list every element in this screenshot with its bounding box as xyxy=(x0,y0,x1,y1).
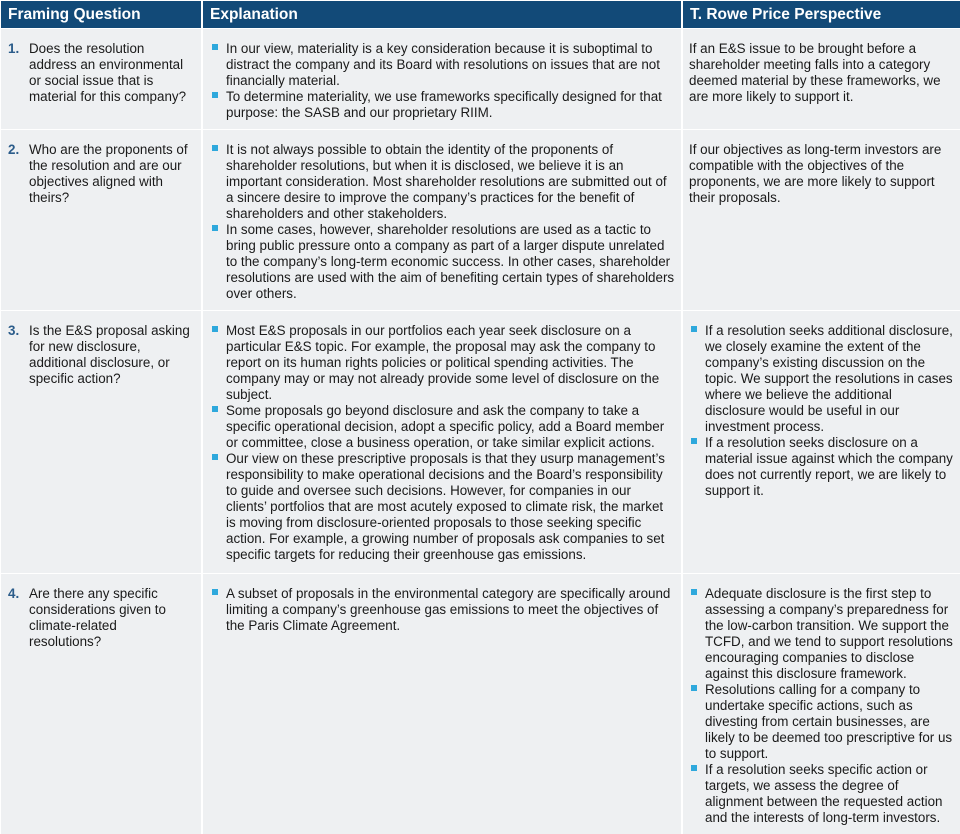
header-perspective: T. Rowe Price Perspective xyxy=(683,1,960,28)
bullet-item xyxy=(689,435,955,499)
row-3-question-cell xyxy=(1,311,201,573)
perspective-text: If an E&S issue to be brought before a shareholder meeting falls into a category deemed material by these frameworks, we are more likely to support it. xyxy=(689,41,941,104)
question-1 xyxy=(8,41,195,105)
square-bullet-icon xyxy=(691,438,697,444)
bullet-text: If a resolution seeks additional disclosure, we closely examine the extent of the company’s existing discussion on the topic. We support the resolutions in cases where we believe the additional disclosure would be useful in our investment process. xyxy=(705,323,953,434)
square-bullet-icon xyxy=(212,225,218,231)
question-text: Are there any specific considerations given to climate-related resolutions? xyxy=(29,586,166,649)
bullet-item xyxy=(210,403,675,451)
bullet-item xyxy=(210,142,675,222)
bullet-item xyxy=(210,586,675,634)
bullet-item xyxy=(689,586,955,682)
question-2 xyxy=(8,142,195,206)
explanation-list xyxy=(210,41,675,121)
bullet-text: Resolutions calling for a company to undertake specific actions, such as divesting from certain businesses, are likely to be deemed too prescriptive for us to support. xyxy=(705,682,953,761)
square-bullet-icon xyxy=(691,589,697,595)
row-3-perspective-cell xyxy=(683,311,960,573)
square-bullet-icon xyxy=(212,406,218,412)
bullet-text: Adequate disclosure is the first step to assessing a company’s preparedness for the low-carbon transition. We support the TCFD, and we tend to support resolutions encouraging companies to disclose against this disclosure framework. xyxy=(705,586,953,681)
bullet-text: In some cases, however, shareholder resolutions are used as a tactic to bring public pressure onto a company as part of a larger dispute unrelated to the company’s long-term economic success. In other cases, shareholder resolutions are used with the aim of benefiting certain types of shareholders over others. xyxy=(226,222,675,301)
bullet-item xyxy=(689,323,955,435)
header-explanation: Explanation xyxy=(203,1,681,28)
perspective-list xyxy=(689,323,955,499)
bullet-item xyxy=(210,89,675,121)
bullet-text: To determine materiality, we use frameworks specifically designed for that purpose: the SASB and our proprietary RIIM. xyxy=(226,89,662,120)
bullet-text: If a resolution seeks specific action or targets, we assess the degree of alignment between the requested action and the interests of long-term investors. xyxy=(705,762,943,825)
bullet-text: Our view on these prescriptive proposals is that they usurp management’s responsibility to make operational decisions and the Board’s responsibility to guide and oversee such decisions. However, for companies in our clients’ portfolios that are most acutely exposed to climate risk, the market is moving from disclosure-oriented proposals to those seeking specific action. For example, a growing number of proposals ask companies to set specific targets for reducing their greenhouse gas emissions. xyxy=(226,451,665,562)
square-bullet-icon xyxy=(212,44,218,50)
explanation-list xyxy=(210,142,675,302)
question-number: 2. xyxy=(8,142,20,157)
row-1-explanation-cell xyxy=(203,29,681,129)
square-bullet-icon xyxy=(691,765,697,771)
square-bullet-icon xyxy=(212,145,218,151)
square-bullet-icon xyxy=(212,454,218,460)
question-text: Who are the proponents of the resolution and are our objectives aligned with theirs? xyxy=(29,142,188,205)
bullet-text: Some proposals go beyond disclosure and ask the company to take a specific operational decision, adopt a specific policy, add a Board member or committee, close a business operation, or take similar explicit actions. xyxy=(226,403,665,450)
row-2-question-cell xyxy=(1,130,201,310)
question-number: 4. xyxy=(8,586,20,601)
question-text: Does the resolution address an environmental or social issue that is material for this company? xyxy=(29,41,187,104)
square-bullet-icon xyxy=(691,685,697,691)
perspective-list xyxy=(689,586,955,826)
row-2-perspective-cell xyxy=(683,130,960,310)
square-bullet-icon xyxy=(212,326,218,332)
bullet-text: Most E&S proposals in our portfolios each year seek disclosure on a particular E&S topic. For example, the proposal may ask the company to report on its human rights policies or political spending activities. The company may or may not already provide some level of disclosure on the subject. xyxy=(226,323,660,402)
header-framing-question: Framing Question xyxy=(1,1,201,28)
row-1-question-cell xyxy=(1,29,201,129)
question-3 xyxy=(8,323,195,387)
bullet-item xyxy=(210,323,675,403)
bullet-text: If a resolution seeks disclosure on a material issue against which the company does not currently report, we are likely to support it. xyxy=(705,435,953,498)
bullet-text: A subset of proposals in the environmental category are specifically around limiting a company’s greenhouse gas emissions to meet the objectives of the Paris Climate Agreement. xyxy=(226,586,671,633)
perspective-text: If our objectives as long-term investors are compatible with the objectives of the proponents, we are more likely to support their proposals. xyxy=(689,142,942,205)
bullet-item xyxy=(689,762,955,826)
row-1-perspective-cell xyxy=(683,29,960,129)
question-text: Is the E&S proposal asking for new disclosure, additional disclosure, or specific action? xyxy=(29,323,190,386)
row-3-explanation-cell xyxy=(203,311,681,573)
square-bullet-icon xyxy=(212,589,218,595)
bullet-item xyxy=(210,41,675,89)
bullet-text: It is not always possible to obtain the identity of the proponents of shareholder resolutions, but when it is disclosed, we believe it is an important consideration. Most shareholder resolutions are submitted out of a sincere desire to improve the company’s practices for the benefit of shareholders and other stakeholders. xyxy=(226,142,667,221)
row-4-explanation-cell xyxy=(203,574,681,834)
square-bullet-icon xyxy=(691,326,697,332)
row-4-perspective-cell xyxy=(683,574,960,834)
explanation-list xyxy=(210,586,675,634)
bullet-item xyxy=(210,451,675,563)
question-4 xyxy=(8,586,195,650)
bullet-item xyxy=(210,222,675,302)
row-4-question-cell xyxy=(1,574,201,834)
bullet-text: In our view, materiality is a key consideration because it is suboptimal to distract the company and its Board with resolutions on issues that are not financially material. xyxy=(226,41,660,88)
row-2-explanation-cell xyxy=(203,130,681,310)
bullet-item xyxy=(689,682,955,762)
explanation-list xyxy=(210,323,675,563)
question-number: 3. xyxy=(8,323,20,338)
question-number: 1. xyxy=(8,41,20,56)
square-bullet-icon xyxy=(212,92,218,98)
